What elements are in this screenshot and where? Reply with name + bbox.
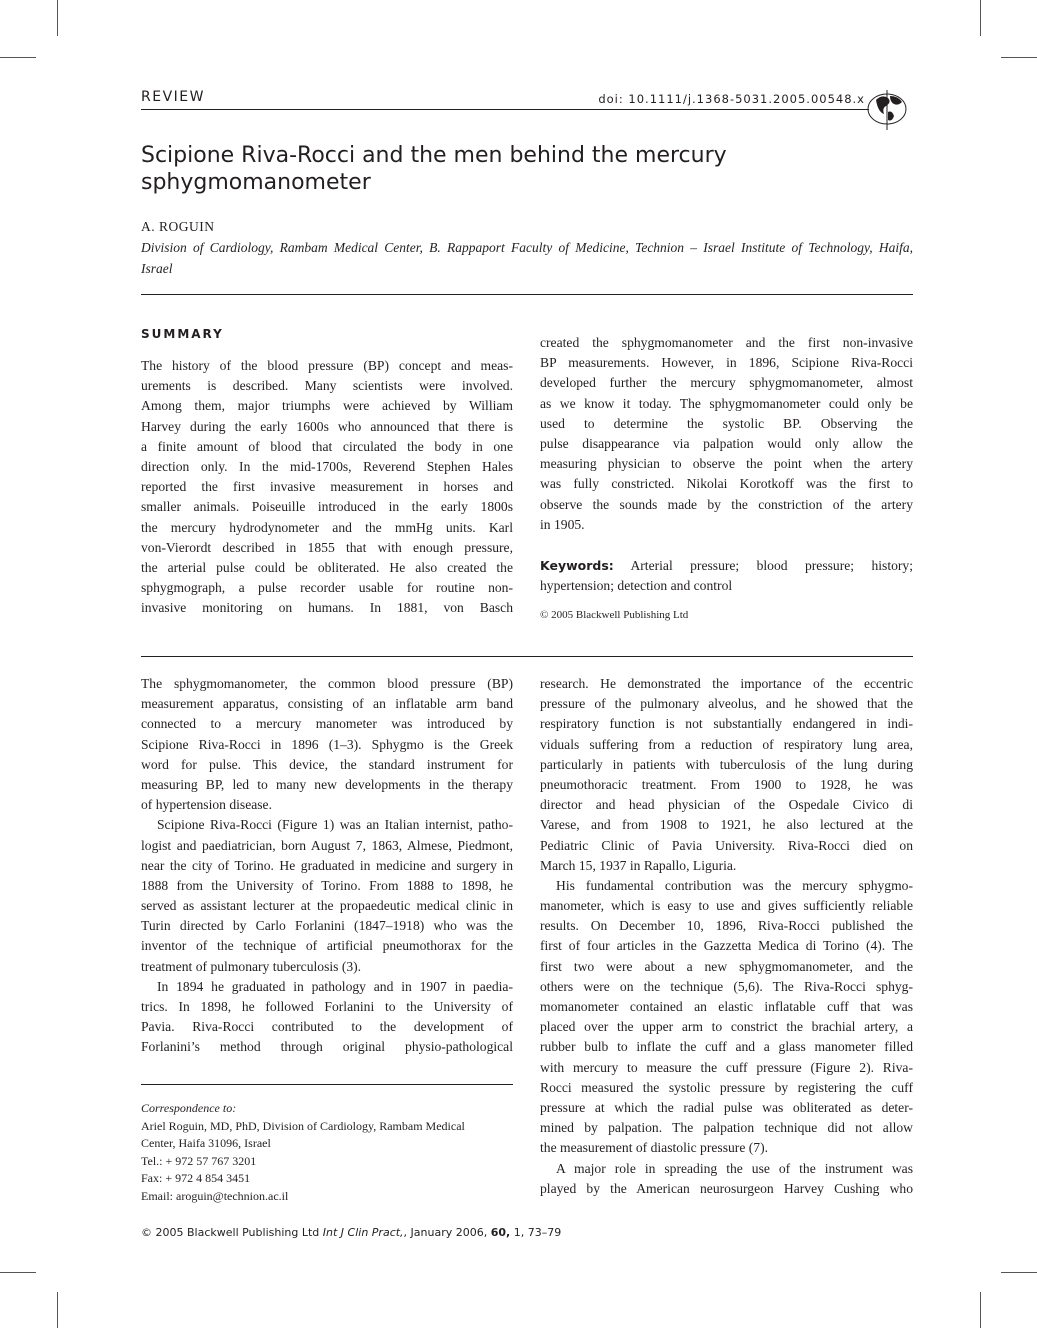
crop-mark	[980, 1292, 981, 1328]
text-line: used to determine the systolic BP. Observing the	[540, 415, 913, 431]
footer-volume: 60,	[490, 1226, 511, 1239]
text-line: word for pulse. This device, the standard instrument for	[141, 756, 513, 772]
text-line: viduals suffering from a reduction of respiratory lung area,	[540, 736, 913, 752]
text-line: March 15, 1937 in Rapallo, Liguria.	[540, 857, 737, 873]
author: A. ROGUIN	[141, 219, 215, 234]
crop-mark	[1001, 57, 1037, 58]
text-line: with mercury to measure the cuff pressure (Figure 2). Riva-	[540, 1059, 913, 1075]
correspondence	[141, 1100, 465, 1205]
keywords-line: hypertension; detection and control	[540, 578, 733, 594]
text-line: von-Vierordt described in 1855 that with enough pressure,	[141, 539, 513, 555]
text-line: near the city of Torino. He graduated in medicine and surgery in	[141, 857, 513, 873]
text-line: played by the American neurosurgeon Harvey Cushing who	[540, 1180, 913, 1196]
crop-mark	[57, 1292, 58, 1328]
text-line: a finite amount of blood that circulated the body in one	[141, 438, 513, 454]
journal-globe-logo	[864, 86, 910, 132]
crop-mark	[0, 1272, 36, 1273]
text-line: respiratory function is not substantially endangered in indi-	[540, 716, 913, 732]
text-line: A major role in spreading the use of the instrument was	[556, 1160, 913, 1176]
text-line: 1888 from the University of Torino. From 1888 to 1898, he	[141, 877, 513, 893]
summary-left-column	[141, 356, 513, 618]
footer-journal: Int J Clin Pract,	[322, 1226, 404, 1239]
text-line: first two were about a new sphygmomanometer, and the	[540, 958, 913, 974]
text-line: measuring BP, led to many new developments in the therapy	[141, 776, 513, 792]
text-line: The history of the blood pressure (BP) concept and meas-	[141, 358, 513, 373]
title-line: Scipione Riva-Rocci and the men behind the mercury	[141, 143, 727, 168]
body-left-column	[141, 674, 513, 1058]
text-line: Harvey during the early 1600s who announced that there is	[141, 418, 513, 434]
text-line: research. He demonstrated the importance of the eccentric	[540, 676, 913, 691]
text-line: director and head physician of the Ospedale Civico di	[540, 797, 913, 813]
text-line: manometer, which is easy to use and gives sufficiently reliable	[540, 898, 913, 914]
text-line: BP measurements. However, in 1896, Scipione Riva-Rocci	[540, 355, 913, 371]
text-line: pressure at which the radial pulse was obliterated as deter-	[540, 1099, 913, 1115]
keywords	[540, 556, 913, 596]
doi: doi: 10.1111/j.1368-5031.2005.00548.x	[598, 92, 865, 106]
crop-mark	[1001, 1272, 1037, 1273]
text-line: trics. In 1898, he followed Forlanini to the University of	[141, 999, 513, 1014]
footer-copyright: © 2005 Blackwell Publishing Ltd	[141, 1226, 320, 1239]
crop-mark	[57, 0, 58, 36]
correspondence-label: Correspondence to:	[141, 1101, 237, 1115]
affiliation	[141, 238, 913, 279]
correspondence-line: Email: aroguin@technion.ac.il	[141, 1188, 289, 1203]
text-line: was fully constricted. Nikolai Korotkoff was the first to	[540, 476, 913, 492]
text-line: reported the first invasive measurement in horses and	[141, 479, 513, 495]
text-line: pressure of the pulmonary alveolus, and he showed that the	[540, 696, 913, 712]
text-line: Turin directed by Carlo Forlanini (1847–1918) who was the	[141, 918, 513, 934]
text-line: Forlanini’s method through original physio-pathological	[141, 1039, 513, 1055]
text-line: Varese, and from 1908 to 1921, he also lectured at the	[540, 817, 913, 833]
correspondence-line: Fax: + 972 4 854 3451	[141, 1171, 251, 1185]
text-line: Pediatric Clinic of Pavia University. Riva-Rocci died on	[540, 837, 913, 853]
footer-date: , January 2006,	[403, 1226, 491, 1239]
text-line: as we know it today. The sphygmomanometer could only be	[540, 395, 913, 411]
keywords-label: Keywords:	[540, 558, 614, 573]
text-line: logist and paediatrician, born August 7, 1863, Almese, Piedmont,	[141, 837, 513, 853]
text-line: measuring physician to observe the point when the artery	[540, 456, 913, 472]
text-line: His fundamental contribution was the mercury sphygmo-	[556, 877, 913, 893]
text-line: The sphygmomanometer, the common blood pressure (BP)	[141, 676, 513, 691]
crop-mark	[980, 0, 981, 36]
text-line: the arterial pulse could be obliterated. He also created the	[141, 559, 513, 575]
text-line: in 1905.	[540, 516, 585, 532]
text-line: In 1894 he graduated in pathology and in 1907 in paedia-	[157, 978, 513, 994]
text-line: momanometer contained an elastic inflatable cuff that was	[540, 999, 913, 1014]
body-right-column	[540, 674, 913, 1199]
summary-copyright: © 2005 Blackwell Publishing Ltd	[540, 609, 689, 621]
text-line: observe the sounds made by the constriction of the artery	[540, 496, 913, 512]
text-line: invasive monitoring on humans. In 1881, von Basch	[141, 600, 513, 616]
keywords-line	[540, 556, 913, 576]
text-line: first of four articles in the Gazzetta Medica di Torino (4). The	[540, 938, 913, 954]
page-footer	[141, 1226, 561, 1239]
text-line: Scipione Riva-Rocci in 1896 (1–3). Sphygmo is the Greek	[141, 736, 513, 752]
section-label: REVIEW	[141, 89, 205, 105]
footer-pages: 1, 73–79	[510, 1226, 562, 1239]
text-line: direction only. In the mid-1700s, Reverend Stephen Hales	[141, 458, 513, 474]
text-line: created the sphygmomanometer and the first non-invasive	[540, 335, 913, 350]
text-line: the measurement of diastolic pressure (7).	[540, 1140, 768, 1156]
summary-rule	[141, 656, 913, 657]
text-line: results. On December 10, 1896, Riva-Rocci published the	[540, 918, 913, 934]
affiliation-line: Division of Cardiology, Rambam Medical Center, B. Rappaport Faculty of Medicine, Technion – Israel Institute of Technology, Haifa,	[141, 240, 913, 255]
correspondence-rule	[141, 1084, 513, 1085]
correspondence-line: Tel.: + 972 57 767 3201	[141, 1153, 257, 1168]
title-line: sphygmomanometer	[141, 170, 371, 195]
text-line: inventor of the technique of artificial pneumothorax for the	[141, 938, 513, 954]
text-line: connected to a mercury manometer was introduced by	[141, 716, 513, 732]
text-line: sphygmograph, a pulse recorder usable for routine non-	[141, 580, 513, 596]
text-line: treatment of pulmonary tuberculosis (3).	[141, 958, 362, 974]
text-line: served as assistant lecturer at the propaedeutic medical clinic in	[141, 898, 513, 914]
correspondence-line: Center, Haifa 31096, Israel	[141, 1136, 271, 1150]
text-line: smaller animals. Poiseuille introduced in the early 1800s	[141, 499, 513, 515]
text-line: Among them, major triumphs were achieved by William	[141, 398, 513, 414]
text-line: Rocci measured the systolic pressure by registering the cuff	[540, 1079, 913, 1095]
summary-right-column	[540, 333, 913, 535]
text-line: others were on the technique (5,6). The Riva-Rocci sphyg-	[540, 978, 913, 994]
text-line: Scipione Riva-Rocci (Figure 1) was an Italian internist, patho-	[157, 817, 513, 833]
text-line: measurement apparatus, consisting of an inflatable arm band	[141, 696, 513, 712]
header-rule	[141, 109, 869, 110]
text-line: particularly in patients with tuberculosis of the lung during	[540, 756, 913, 772]
text-line: pneumothoracic treatment. From 1900 to 1928, he was	[540, 776, 913, 792]
text-line: Pavia. Riva-Rocci contributed to the development of	[141, 1019, 513, 1035]
affiliation-line: Israel	[141, 261, 173, 277]
text-line: pulse disappearance via palpation would only allow the	[540, 435, 913, 451]
text-line: of hypertension disease.	[141, 797, 272, 813]
correspondence-line: Ariel Roguin, MD, PhD, Division of Cardiology, Rambam Medical	[141, 1118, 465, 1133]
title-rule	[141, 294, 913, 295]
text-line: the mercury hydrodynometer and the mmHg units. Karl	[141, 519, 513, 535]
text-line: placed over the upper arm to constrict the brachial artery, a	[540, 1019, 913, 1035]
summary-heading: SUMMARY	[141, 327, 224, 341]
article-title	[141, 142, 727, 196]
text-line: mined by palpation. The palpation technique did not allow	[540, 1120, 913, 1136]
text-line: rubber bulb to inflate the cuff and a glass manometer filled	[540, 1039, 913, 1055]
keywords-text: Arterial pressure; blood pressure; history;	[630, 558, 913, 573]
text-line: urements is described. Many scientists were involved.	[141, 378, 513, 394]
text-line: developed further the mercury sphygmomanometer, almost	[540, 375, 913, 391]
crop-mark	[0, 57, 36, 58]
